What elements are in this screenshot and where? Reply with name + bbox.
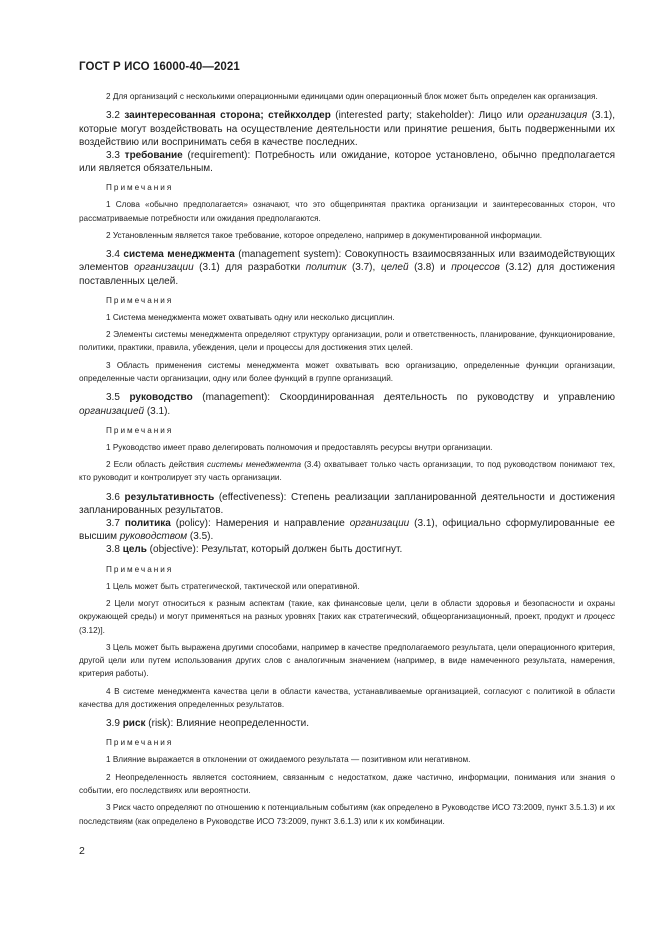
term-title: риск: [122, 718, 146, 730]
term-3-3: 3.3 требование (requirement): Потребность или ожидание, которое установлено, обычно предполагается или является обязательным.: [79, 149, 615, 175]
term-3-4: 3.4 система менеджмента (management system): Совокупность взаимосвязанных или взаимодействующих элементов организации (3.1) для разработки политик (3.7), целей (3.8) и процессов (3.12) для достижения поставленных целей.: [79, 249, 616, 287]
term-reference: процесс: [584, 612, 615, 622]
term-reference: системы менеджмента: [207, 460, 302, 469]
note-paragraph: 3 Область применения системы менеджмента может охватывать всю организацию, определенные функции организации, определенные части организации, одну или более функций в группе организаций.: [79, 360, 615, 383]
document-body: [79, 90, 615, 832]
note-paragraph: 3 Риск часто определяют по отношению к потенциальным событиям (как определено в Руководстве ИСО 73:2009, пункт 3.5.1.3) и их последствиям (как определено в Руководстве ИСО 73:2009, пункт 3.6.1.3) или к их комбинации.: [79, 803, 615, 826]
term-reference: целей: [380, 262, 409, 274]
note-paragraph: 2 Если область действия системы менеджмента (3.4) охватывает только часть организации, то под руководством понимают тех, кто руководит и контролирует эту часть организации.: [79, 460, 615, 483]
term-reference: организации: [134, 262, 194, 274]
term-3-5: 3.5 руководство (management): Скоординированная деятельность по руководству и управлению организацией (3.1).: [79, 392, 615, 417]
term-title: политика: [124, 518, 171, 529]
note-paragraph: 2 Элементы системы менеджмента определяют структуру организации, роли и ответственность, планирование, функционирование, политики, практики, правила, убеждения, цели и процессы для достижения этих целей.: [79, 330, 615, 353]
term-title: результативность: [124, 491, 215, 503]
term-title: руководство: [129, 392, 193, 404]
term-reference: организации: [349, 518, 410, 529]
term-title: цель: [122, 544, 147, 556]
note-paragraph: 2 Цели могут относиться к разным аспектам (такие, как финансовые цели, цели в области здоровья и безопасности и охраны окружающей среды) и могут применяться на разных уровнях [таких как стратегический, общеорганизационный, проект, продукт и процесс (3.12)].: [79, 598, 615, 635]
term-reference: руководством: [119, 531, 188, 543]
note-paragraph: 1 Слова «обычно предполагается» означают, что это общепринятая практика организации и заинтересованных сторон, что рассматриваемые потребности или ожидания предполагаются.: [79, 200, 615, 223]
term-reference: политик: [305, 262, 347, 274]
note-paragraph: 2 Неопределенность является состоянием, связанным с недостатком, даже частично, информации, понимания или знания о событии, его последствиях или вероятности.: [79, 772, 615, 796]
term-3-9: 3.9 риск (risk): Влияние неопределенности.: [106, 718, 309, 730]
notes-heading: Примечания: [106, 295, 174, 305]
term-3-8: 3.8 цель (objective): Результат, который должен быть достигнут.: [106, 544, 403, 556]
note-paragraph: 2 Для организаций с несколькими операционными единицами один операционный блок может быть определен как организация.: [106, 92, 598, 101]
note-paragraph: 3 Цель может быть выражена другими способами, например в качестве предполагаемого результата, цели операционного критерия, другой цели или путем использования других слов с аналогичным значением (например, в виде намеченного результата, намерения, критерия работы).: [79, 642, 615, 679]
term-reference: процессов: [451, 262, 500, 274]
term-reference: организация: [527, 110, 588, 122]
note-paragraph: 1 Влияние выражается в отклонении от ожидаемого результата — позитивном или негативном.: [106, 755, 471, 765]
term-3-7: 3.7 политика (policy): Намерения и направление организации (3.1), официально сформулированные ее высшим руководством (3.5).: [79, 518, 615, 543]
notes-heading: Примечания: [106, 183, 174, 193]
note-paragraph: 1 Система менеджмента может охватывать одну или несколько дисциплин.: [106, 312, 395, 322]
term-title: система менеджмента: [123, 249, 235, 261]
notes-heading: Примечания: [106, 425, 174, 435]
document-header: ГОСТ Р ИСО 16000-40—2021: [79, 61, 240, 73]
note-paragraph: 1 Руководство имеет право делегировать полномочия и предоставлять ресурсы внутри организации.: [106, 442, 493, 452]
note-paragraph: 1 Цель может быть стратегической, тактической или оперативной.: [106, 581, 360, 591]
term-title: заинтересованная сторона; стейкхолдер: [124, 110, 331, 122]
term-title: требование: [124, 149, 183, 161]
notes-heading: Примечания: [106, 564, 174, 574]
term-reference: организацией: [79, 405, 145, 417]
note-paragraph: 2 Установленным является такое требование, которое определено, например в документированной информации.: [106, 230, 543, 240]
page-number: 2: [79, 845, 85, 857]
term-3-6: 3.6 результативность (effectiveness): Степень реализации запланированной деятельности и достижения запланированных результатов.: [79, 491, 615, 516]
note-paragraph: 4 В системе менеджмента качества цели в области качества, устанавливаемые организацией, согласуют с политикой в области качества для достижения определенных результатов.: [79, 686, 615, 709]
term-3-2: 3.2 заинтересованная сторона; стейкхолдер (interested party; stakeholder): Лицо или организация (3.1), которые могут воздействовать на осуществление деятельности или принятие решения, быть подверженными их воздействию или воспринимать себя в качестве последних.: [79, 110, 615, 148]
notes-heading: Примечания: [106, 738, 174, 748]
